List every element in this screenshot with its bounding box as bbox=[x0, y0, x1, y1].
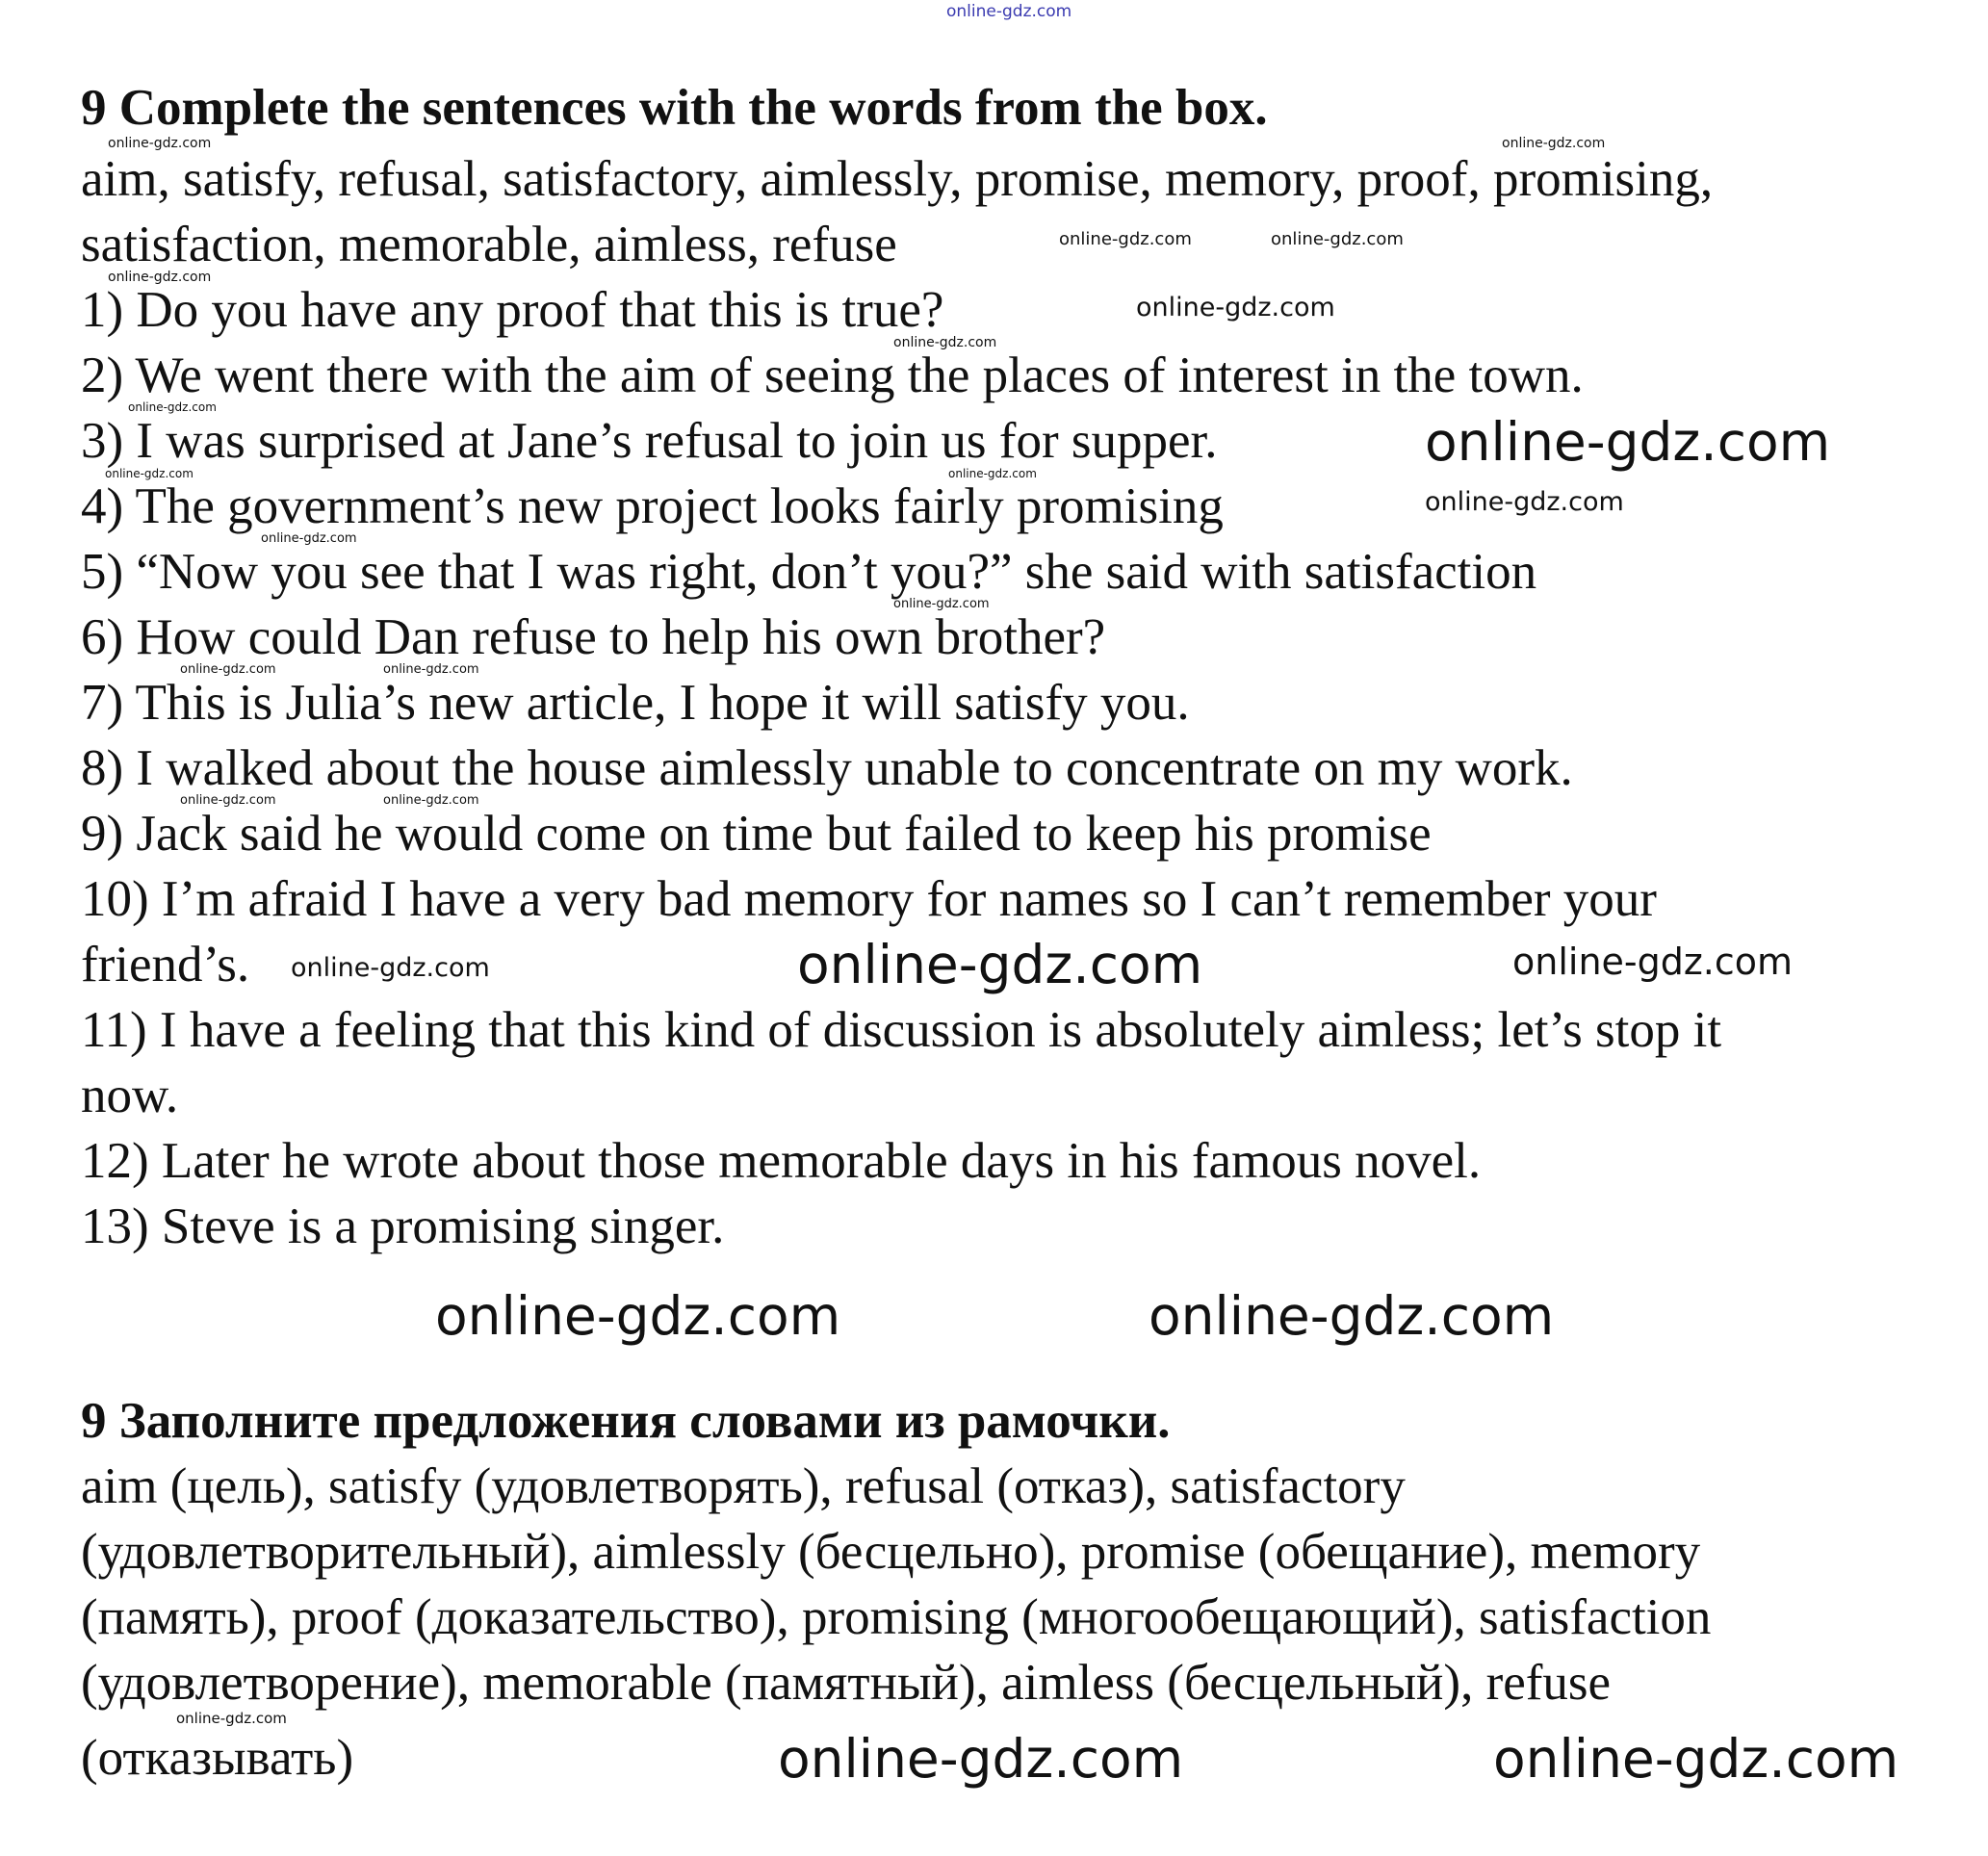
sentence: 9) Jack said he would come on time but failed to keep his promise bbox=[81, 806, 1432, 862]
sentence: now. bbox=[81, 1068, 179, 1123]
sentence: 5) “Now you see that I was right, don’t you?” she said with satisfaction bbox=[81, 544, 1537, 600]
watermark-medium: online-gdz.com bbox=[1136, 293, 1335, 322]
watermark-medium: online-gdz.com bbox=[1425, 487, 1624, 517]
watermark-small: online-gdz.com bbox=[893, 597, 990, 611]
sentence: 7) This is Julia’s new article, I hope it will satisfy you. bbox=[81, 675, 1190, 731]
watermark-small: online-gdz.com bbox=[105, 467, 194, 480]
translation-line: (удовлетворительный), aimlessly (бесцельно), promise (обещание), memory bbox=[81, 1524, 1701, 1580]
watermark-small: online-gdz.com bbox=[261, 531, 357, 546]
watermark-small: online-gdz.com bbox=[948, 467, 1037, 480]
translation-line: (отказывать) bbox=[81, 1730, 354, 1786]
watermark-small: online-gdz.com bbox=[383, 662, 479, 677]
sentence: 4) The government’s new project looks fairly promising bbox=[81, 478, 1224, 534]
watermark-small: online-gdz.com bbox=[893, 335, 997, 350]
watermark-top: online-gdz.com bbox=[946, 2, 1072, 21]
sentence: 1) Do you have any proof that this is true? bbox=[81, 282, 944, 338]
watermark-small: online-gdz.com bbox=[176, 1710, 287, 1727]
translation-line: (память), proof (доказательство), promising (многообещающий), satisfaction bbox=[81, 1589, 1712, 1645]
heading-en: 9 Complete the sentences with the words from the box. bbox=[81, 80, 1268, 136]
watermark-small: online-gdz.com bbox=[180, 793, 276, 808]
watermark-small: online-gdz.com bbox=[1502, 136, 1606, 151]
sentence: friend’s. bbox=[81, 937, 250, 992]
watermark-small: online-gdz.com bbox=[108, 136, 212, 151]
sentence: 3) I was surprised at Jane’s refusal to join us for supper. bbox=[81, 413, 1218, 469]
watermark-small: online-gdz.com bbox=[383, 793, 479, 808]
watermark-large: online-gdz.com bbox=[435, 1285, 841, 1347]
watermark-medium: online-gdz.com bbox=[291, 953, 490, 983]
sentence: 11) I have a feeling that this kind of discussion is absolutely aimless; let’s stop it bbox=[81, 1002, 1722, 1058]
word-box-line: satisfaction, memorable, aimless, refuse bbox=[81, 217, 897, 272]
watermark-large: online-gdz.com bbox=[778, 1728, 1184, 1790]
watermark-small: online-gdz.com bbox=[108, 270, 212, 285]
watermark-small: online-gdz.com bbox=[128, 400, 217, 414]
watermark-large: online-gdz.com bbox=[1493, 1728, 1899, 1790]
sentence: 2) We went there with the aim of seeing the places of interest in the town. bbox=[81, 348, 1584, 403]
watermark-medium: online-gdz.com bbox=[1512, 941, 1794, 983]
sentence: 6) How could Dan refuse to help his own brother? bbox=[81, 609, 1106, 665]
heading-ru: 9 Заполните предложения словами из рамочки. bbox=[81, 1393, 1171, 1449]
sentence: 13) Steve is a promising singer. bbox=[81, 1199, 725, 1254]
translation-line: aim (цель), satisfy (удовлетворять), refusal (отказ), satisfactory bbox=[81, 1458, 1406, 1514]
translation-line: (удовлетворение), memorable (памятный), aimless (бесцельный), refuse bbox=[81, 1655, 1612, 1711]
sentence: 10) I’m afraid I have a very bad memory for names so I can’t remember your bbox=[81, 871, 1657, 927]
sentence: 8) I walked about the house aimlessly unable to concentrate on my work. bbox=[81, 740, 1573, 796]
watermark-large: online-gdz.com bbox=[1149, 1285, 1555, 1347]
watermark-large: online-gdz.com bbox=[1425, 411, 1831, 473]
watermark-small: online-gdz.com bbox=[1059, 229, 1192, 249]
sentence: 12) Later he wrote about those memorable days in his famous novel. bbox=[81, 1133, 1482, 1189]
watermark-large: online-gdz.com bbox=[797, 934, 1203, 995]
word-box-line: aim, satisfy, refusal, satisfactory, aimlessly, promise, memory, proof, promising, bbox=[81, 151, 1714, 207]
watermark-small: online-gdz.com bbox=[180, 662, 276, 677]
watermark-small: online-gdz.com bbox=[1271, 229, 1404, 249]
